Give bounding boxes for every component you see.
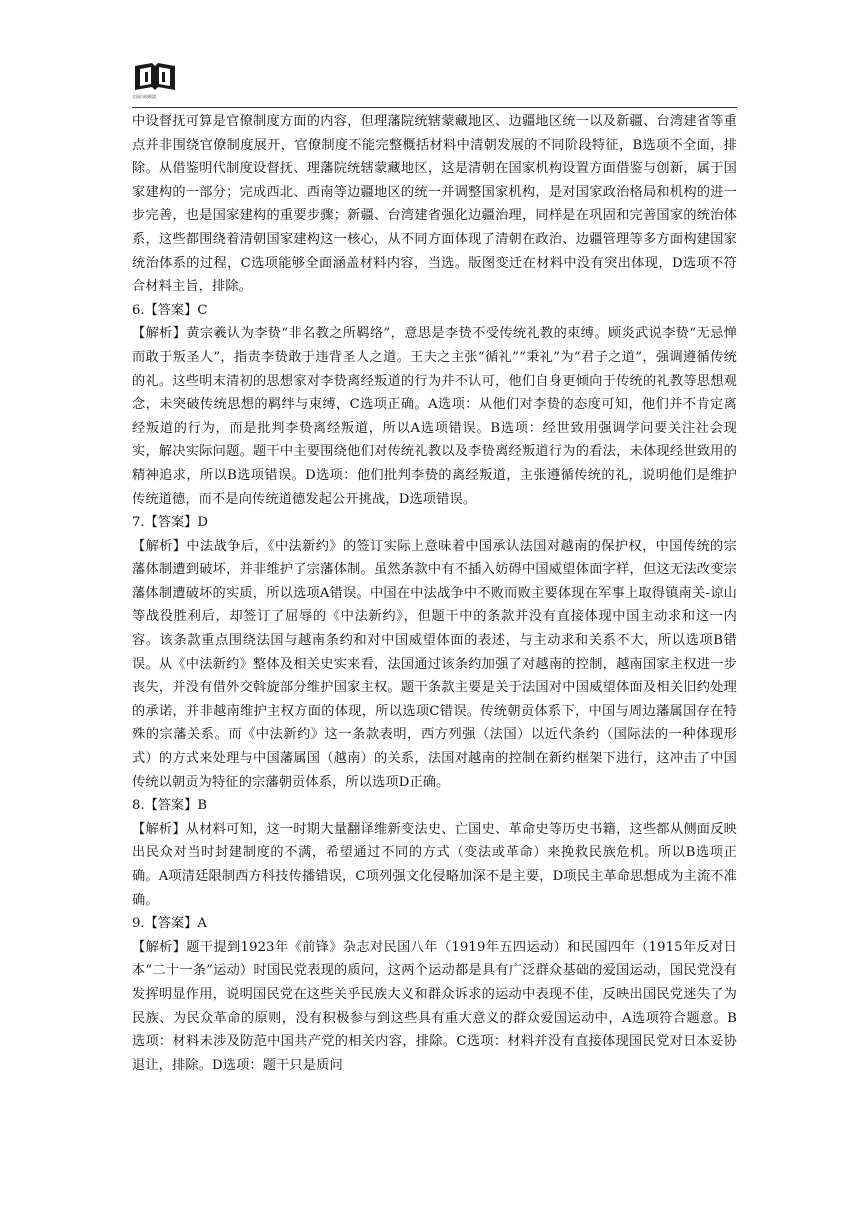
page-content <box>132 110 737 1077</box>
explanation-paragraph: 【解析】题干提到1923年《前锋》杂志对民国八年（1919年五四运动）和民国四年（1915年反对日本“二十一条”运动）时国民党表现的质问，这两个运动都是具有广泛群众基础的爱国运动，国民党没有发挥明显作用，说明国民党在这些关乎民族大义和群众诉求的运动中表现不佳，反映出国民党迷失了为民族、为民众革命的原则，没有积极参与到这些具有重大意义的群众爱国运动中，A选项符合题意。B选项：材料未涉及防范中国共产党的相关内容，排除。C选项：材料并没有直接体现国民党对日本妥协退让，排除。D选项：题干只是质问 <box>132 939 737 1073</box>
explanation-paragraph: 【解析】从材料可知，这一时期大量翻译维新变法史、亡国史、革命史等历史书籍，这些都从侧面反映出民众对当时封建制度的不满，希望通过不同的方式（变法或革命）来挽救民族危机。所以B选项正确。A项清廷限制西方科技传播错误，C项列强文化侵略加深不是主要，D项民主革命思想成为主流不准确。 <box>132 821 737 908</box>
answer-heading: 6.【答案】C <box>132 302 208 318</box>
answer-heading: 8.【答案】B <box>132 798 208 814</box>
logo-text: 全国百校联盟 <box>132 94 156 99</box>
header-divider <box>132 107 737 108</box>
page-header <box>132 58 737 108</box>
explanation-paragraph: 【解析】中法战争后，《中法新约》的签订实际上意味着中国承认法国对越南的保护权，中国传统的宗藩体制遭到破坏，并非维护了宗藩体制。虽然条款中有不插入妨碍中国威望体面字样，但这无法改变宗藩体制遭破坏的实质，所以选项A错误。中国在中法战争中不败而败主要体现在军事上取得镇南关-谅山等战役胜利后，却签订了屈辱的《中法新约》，但题干中的条款并没有直接体现中国主动求和这一内容。该条款重点围绕法国与越南条约和对中国威望体面的表述，与主动求和关系不大，所以选项B错误。从《中法新约》整体及相关史实来看，法国通过该条约加强了对越南的控制，越南国家主权进一步丧失，并没有借外交斡旋部分维护国家主权。题干条款主要是关于法国对中国威望体面及相关旧约处理的承诺，并非越南维护主权方面的体现，所以选项C错误。传统朝贡体系下，中国与周边藩属国存在特殊的宗藩关系。而《中法新约》这一条款表明，西方列强（法国）以近代条约（国际法的一种体现形式）的方式来处理与中国藩属国（越南）的关系，法国对越南的控制在新约框架下进行，这冲击了中国传统以朝贡为特征的宗藩朝贡体系，所以选项D正确。 <box>132 538 737 790</box>
explanation-paragraph: 中设督抚可算是官僚制度方面的内容，但理藩院统辖蒙藏地区、边疆地区统一以及新疆、台湾建省等重点并非围绕官僚制度展开，官僚制度不能完整概括材料中清朝发展的不同阶段特征，B选项不全面，排除。从借鉴明代制度设督抚、理藩院统辖蒙藏地区，这是清朝在国家机构设置方面借鉴与创新，属于国家建构的一部分；完成西北、西南等边疆地区的统一并调整国家机构，是对国家政治格局和机构的进一步完善，也是国家建构的重要步骤；新疆、台湾建省强化边疆治理，同样是在巩固和完善国家的统治体系，这些都围绕着清朝国家建构这一核心，从不同方面体现了清朝在政治、边疆管理等多方面构建国家统治体系的过程，C选项能够全面涵盖材料内容，当选。版图变迁在材料中没有突出体现，D选项不符合材料主旨，排除。 <box>132 114 737 295</box>
explanation-paragraph: 【解析】黄宗羲认为李贽“非名教之所羁络”，意思是李贽不受传统礼教的束缚。顾炎武说李贽“无忌惮而敢于叛圣人”，指责李贽敢于违背圣人之道。王夫之主张“循礼”“秉礼”为“君子之道”，强调遵循传统的礼。这些明末清初的思想家对李贽离经叛道的行为并不认可，他们自身更倾向于传统的礼教等思想观念，未突破传统思想的羁绊与束缚，C选项正确。A选项：从他们对李贽的态度可知，他们并不肯定离经叛道的行为，而是批判李贽离经叛道，所以A选项错误。B选项：经世致用强调学问要关注社会现实，解决实际问题。题干中主要围绕他们对传统礼教以及李贽离经叛道行为的看法，未体现经世致用的精神追求，所以B选项错误。D选项：他们批判李贽的离经叛道，主张遵循传统的礼，说明他们是维护传统道德，而不是向传统道德发起公开挑战，D选项错误。 <box>132 326 737 507</box>
answer-heading: 7.【答案】D <box>132 515 208 531</box>
answer-heading: 9.【答案】A <box>132 916 207 932</box>
